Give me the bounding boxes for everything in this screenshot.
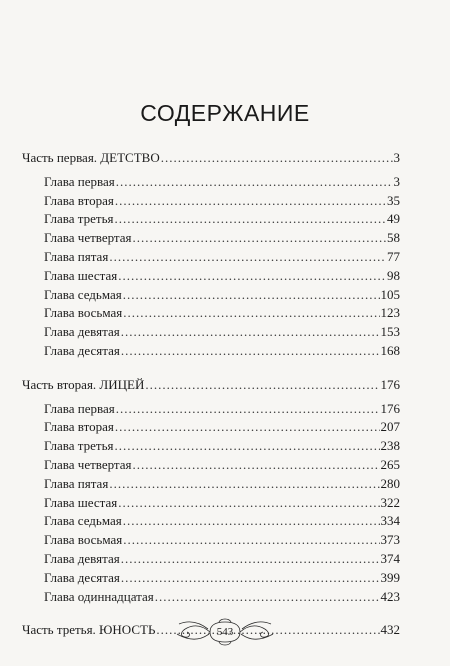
- toc-chapter-page: 123: [380, 305, 400, 321]
- dot-leader: [155, 588, 380, 607]
- dot-leader: [116, 173, 393, 192]
- toc-chapter-row: [0, 342, 400, 361]
- toc-chapter-page: 49: [387, 211, 400, 227]
- toc-chapter-page: 58: [387, 230, 400, 246]
- toc-chapter-row: [0, 323, 400, 342]
- dot-leader: [123, 512, 380, 531]
- toc-chapter-label: Глава пятая: [44, 248, 109, 264]
- page-title: СОДЕРЖАНИЕ: [140, 100, 310, 126]
- toc-chapter-row: [0, 248, 400, 267]
- toc-chapter-label: Глава пятая: [44, 475, 109, 491]
- toc-chapter-page: 373: [380, 532, 400, 548]
- toc-chapter-label: Глава девятая: [44, 550, 120, 566]
- toc-chapter-row: [0, 456, 400, 475]
- dot-leader: [121, 323, 380, 342]
- page-number-footer: [0, 617, 450, 647]
- toc-chapter-page: 168: [380, 342, 400, 358]
- toc-chapter-row: [0, 418, 400, 437]
- toc-chapter-label: Глава шестая: [44, 494, 118, 510]
- toc-chapter-label: Глава восьмая: [44, 305, 123, 321]
- toc-chapter-row: [0, 475, 400, 494]
- toc-chapter-page: 153: [380, 324, 400, 340]
- toc-part-label: Часть первая. ДЕТСТВО: [22, 150, 160, 165]
- toc-part-row: [0, 149, 400, 168]
- dot-leader: [115, 192, 386, 211]
- toc-chapter-page: 238: [380, 438, 400, 454]
- toc-part-page: 3: [393, 150, 400, 165]
- toc-chapter-label: Глава четвертая: [44, 230, 132, 246]
- dot-leader: [114, 210, 386, 229]
- dot-leader: [118, 267, 386, 286]
- toc-part-row: [0, 376, 400, 395]
- toc-part-page: 176: [380, 376, 400, 392]
- toc-part-label: Часть вторая. ЛИЦЕЙ: [22, 376, 145, 392]
- toc-chapter-label: Глава одиннадцатая: [44, 588, 154, 604]
- toc-chapter-row: [0, 192, 400, 211]
- toc-chapter-label: Глава вторая: [44, 419, 114, 435]
- dot-leader: [109, 475, 379, 494]
- dot-leader: [133, 456, 380, 475]
- dot-leader: [121, 342, 380, 361]
- toc-chapter-row: [0, 494, 400, 513]
- dot-leader: [115, 418, 380, 437]
- toc-chapter-label: Глава первая: [44, 400, 115, 416]
- dot-leader: [145, 376, 379, 395]
- toc-chapter-page: 322: [380, 494, 400, 510]
- toc-chapter-page: 399: [380, 569, 400, 585]
- toc-chapter-row: [0, 550, 400, 569]
- toc-chapter-row: [0, 588, 400, 607]
- table-of-contents: [0, 149, 450, 640]
- dot-leader: [121, 550, 380, 569]
- toc-part-label: Часть третья. ЮНОСТЬ: [22, 622, 156, 638]
- toc-chapter-row: [0, 267, 400, 286]
- toc-chapter-row: [0, 400, 400, 419]
- toc-chapter-row: [0, 531, 400, 550]
- toc-chapter-label: Глава девятая: [44, 324, 120, 340]
- dot-leader: [114, 437, 379, 456]
- toc-chapter-page: 265: [380, 456, 400, 472]
- dot-leader: [123, 304, 379, 323]
- toc-chapter-label: Глава восьмая: [44, 532, 123, 548]
- toc-chapter-label: Глава седьмая: [44, 513, 122, 529]
- toc-chapter-label: Глава третья: [44, 438, 114, 454]
- toc-chapter-row: [0, 210, 400, 229]
- toc-chapter-page: 35: [387, 192, 400, 208]
- toc-part-page: 432: [380, 622, 400, 638]
- toc-chapter-row: [0, 173, 400, 192]
- toc-chapter-row: [0, 286, 400, 305]
- toc-chapter-label: Глава седьмая: [44, 286, 122, 302]
- toc-chapter-page: 3: [393, 173, 400, 189]
- toc-chapter-page: 423: [380, 588, 400, 604]
- toc-chapter-label: Глава вторая: [44, 192, 114, 208]
- toc-chapter-label: Глава шестая: [44, 267, 118, 283]
- toc-chapter-label: Глава десятая: [44, 569, 120, 585]
- dot-leader: [123, 286, 380, 305]
- toc-chapter-row: [0, 512, 400, 531]
- toc-chapter-page: 77: [387, 248, 400, 264]
- dot-leader: [121, 569, 380, 588]
- toc-chapter-page: 207: [380, 419, 400, 435]
- toc-chapter-row: [0, 304, 400, 323]
- toc-chapter-page: 98: [387, 267, 400, 283]
- toc-chapter-page: 334: [380, 513, 400, 529]
- toc-chapter-row: [0, 569, 400, 588]
- toc-chapter-page: 374: [380, 550, 400, 566]
- dot-leader: [161, 149, 393, 168]
- toc-chapter-row: [0, 437, 400, 456]
- toc-chapter-row: [0, 229, 400, 248]
- dot-leader: [123, 531, 379, 550]
- toc-chapter-page: 105: [380, 286, 400, 302]
- page-number: 543: [216, 626, 234, 638]
- toc-chapter-label: Глава третья: [44, 211, 114, 227]
- toc-chapter-page: 176: [380, 400, 400, 416]
- dot-leader: [109, 248, 386, 267]
- toc-chapter-label: Глава первая: [44, 173, 115, 189]
- toc-chapter-label: Глава десятая: [44, 342, 120, 358]
- dot-leader: [133, 229, 386, 248]
- dot-leader: [116, 400, 380, 419]
- toc-chapter-page: 280: [380, 475, 400, 491]
- dot-leader: [118, 494, 379, 513]
- toc-chapter-label: Глава четвертая: [44, 456, 132, 472]
